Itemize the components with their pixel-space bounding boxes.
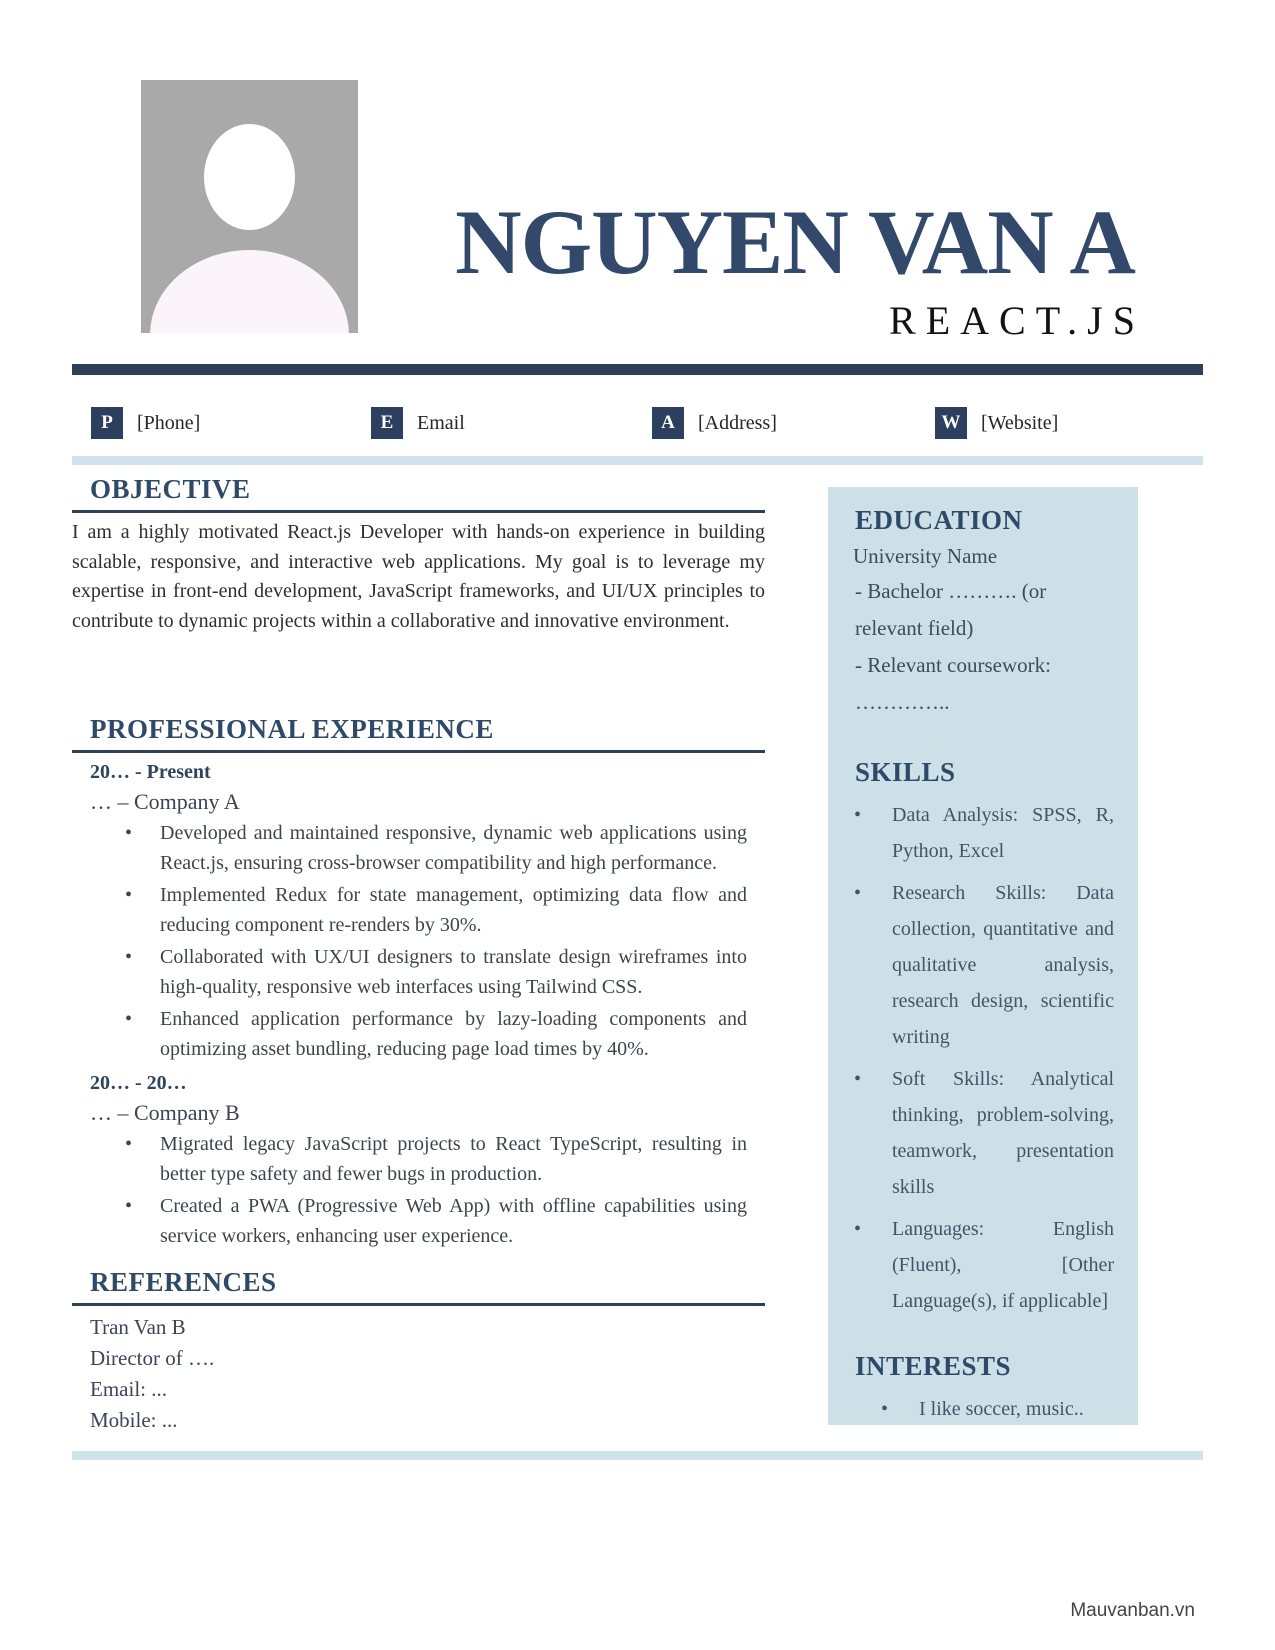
contact-item-address	[652, 407, 777, 439]
references-heading: REFERENCES	[72, 1265, 765, 1306]
reference-email: Email: ...	[90, 1377, 167, 1401]
job-bullet: • Created a PWA (Progressive Web App) with offline capabilities using service workers, enhancing user experience.	[72, 1192, 747, 1251]
contact-item-email	[371, 407, 465, 439]
skills-heading: SKILLS	[855, 757, 956, 787]
job-bullet: • Developed and maintained responsive, dynamic web applications using React.js, ensuring cross-browser compatibility and high performance.	[72, 819, 747, 878]
person-shoulders-icon	[150, 250, 349, 333]
job-company: … – Company A	[90, 789, 240, 814]
job-bullet: • Implemented Redux for state management, optimizing data flow and reducing component re-renders by 30%.	[72, 881, 747, 940]
website-badge-icon: W	[935, 407, 967, 439]
skills-list	[852, 797, 1114, 1319]
references-lines	[72, 1312, 765, 1436]
interests-heading: INTERESTS	[855, 1351, 1012, 1381]
job-bullet: • Collaborated with UX/UI designers to translate design wireframes into high-quality, responsive web interfaces using Tailwind CSS.	[72, 943, 747, 1002]
job-entry	[72, 759, 765, 1064]
job-company: … – Company B	[90, 1100, 240, 1125]
skill-item: • Soft Skills: Analytical thinking, problem-solving, teamwork, presentation skills	[852, 1061, 1114, 1205]
job-entry	[72, 1070, 765, 1251]
job-period: 20… - 20…	[90, 1072, 187, 1094]
job-bullet-list	[72, 819, 747, 1064]
skills-section	[852, 755, 1114, 1319]
objective-section	[72, 472, 765, 636]
skill-item: • Languages: English (Fluent), [Other Language(s), if applicable]	[852, 1211, 1114, 1319]
education-school: University Name	[853, 544, 998, 568]
job-period: 20… - Present	[90, 761, 211, 783]
phone-badge-icon: P	[91, 407, 123, 439]
phone-label: [Phone]	[137, 411, 201, 434]
education-degree-line: - Bachelor ………. (or relevant field)	[855, 579, 1047, 640]
candidate-role: REACT.JS	[889, 298, 1145, 343]
job-bullet: • Migrated legacy JavaScript projects to React TypeScript, resulting in better type safety and fewer bugs in production.	[72, 1130, 747, 1189]
reference-position: Director of ….	[90, 1346, 215, 1370]
bottom-light-divider	[72, 1451, 1203, 1460]
address-label: [Address]	[698, 411, 777, 434]
interest-item: • I like soccer, music..	[852, 1391, 1114, 1427]
sidebar	[828, 487, 1138, 1425]
candidate-name: NGUYEN VAN A	[455, 191, 1135, 293]
objective-text: I am a highly motivated React.js Developer with hands-on experience in building scalable, responsive, and interactive web applications. My goal is to leverage my expertise in front-end development, JavaScript frameworks, and UI/UX principles to contribute to dynamic projects within a collaborative and innovative environment.	[72, 521, 765, 632]
education-heading: EDUCATION	[855, 505, 1023, 535]
experience-section	[72, 712, 765, 1251]
reference-mobile: Mobile: ...	[90, 1408, 178, 1432]
interests-list	[852, 1391, 1114, 1427]
education-section	[852, 503, 1114, 721]
skill-item: • Research Skills: Data collection, quantitative and qualitative analysis, research design, scientific writing	[852, 875, 1114, 1055]
objective-heading: OBJECTIVE	[72, 472, 765, 513]
address-badge-icon: A	[652, 407, 684, 439]
job-bullet-list	[72, 1130, 747, 1251]
contact-item-website	[935, 407, 1058, 439]
email-label: Email	[417, 411, 465, 434]
top-light-divider	[72, 456, 1203, 465]
profile-photo-placeholder	[141, 80, 358, 333]
email-badge-icon: E	[371, 407, 403, 439]
experience-heading: PROFESSIONAL EXPERIENCE	[72, 712, 765, 753]
footer-brand: Mauvanban.vn	[1070, 1600, 1195, 1621]
person-icon	[204, 124, 295, 230]
education-coursework-line: - Relevant coursework: …………..	[855, 653, 1051, 714]
contact-item-phone	[91, 407, 200, 439]
header-divider	[72, 364, 1203, 375]
job-bullet: • Enhanced application performance by lazy-loading components and optimizing asset bundling, reducing page load times by 40%.	[72, 1005, 747, 1064]
interests-section	[852, 1349, 1114, 1427]
website-label: [Website]	[981, 411, 1059, 434]
reference-name: Tran Van B	[90, 1315, 186, 1339]
references-section	[72, 1265, 765, 1436]
header-title-block	[455, 191, 1145, 344]
skill-item: • Data Analysis: SPSS, R, Python, Excel	[852, 797, 1114, 869]
main-column	[72, 472, 765, 1436]
